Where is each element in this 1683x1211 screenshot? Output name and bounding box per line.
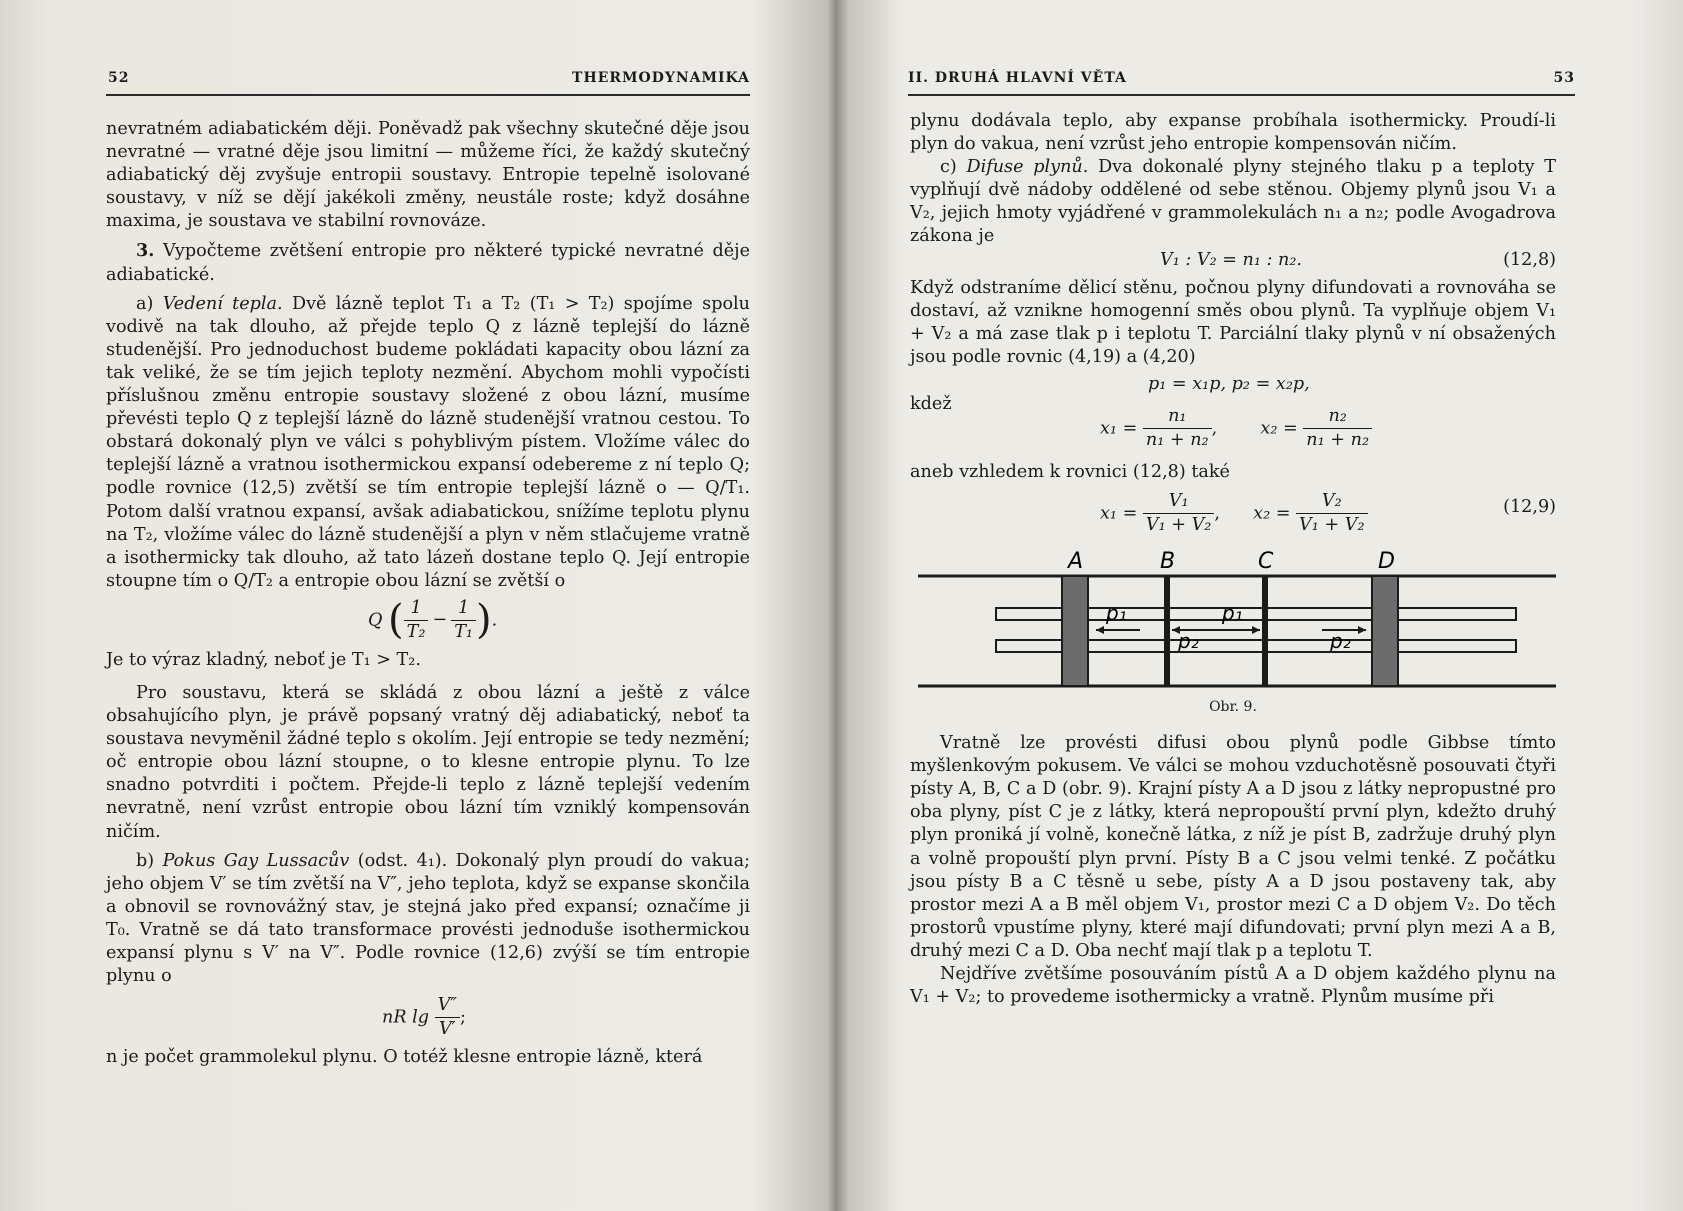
- header-rule: [908, 94, 1575, 96]
- right-text-block: [910, 110, 1556, 1009]
- piston-a: [1062, 576, 1088, 686]
- arrow-label-p2: p₂: [1330, 629, 1351, 654]
- formula-gas-entropy: nR lg $\frac{V''}{V'}$ ;: [382, 995, 466, 1040]
- positive-sentence: Je to výraz kladný, neboť je T₁ > T₂.: [106, 649, 421, 670]
- left-page: [0, 0, 836, 1211]
- running-head: THERMODYNAMIKA: [572, 70, 750, 86]
- page-number: 52: [108, 70, 130, 86]
- piston-b: [1164, 576, 1170, 686]
- equation-12-9: x₁ = $\frac{\text{V₁}}{\text{V₁ + V₂}}$ , x₂ = $\frac{\text{V₂}}{\text{V₁ + V₂}}$ (12,9): [1100, 491, 1556, 536]
- item-c: c) Difuse plynů. Dva dokonalé plyny stejného tlaku p a teploty T vyplňují dvě nádoby oddělené od sebe stěnou. Objemy plynů jsou V₁ a V₂, jejich hmoty vyjádřené v grammolekulách n₁ a n₂; podle Avogadrova zákona je: [910, 157, 1557, 247]
- paragraph: Když odstraníme dělicí stěnu, počnou plyny difundovati a rovnováha se dostaví, až vznikne homogenní směs obou plynů. Ta vyplňuje objem V₁ + V₂ a má zase tlak p i teplotu T. Parciální tlaky plynů v ní obsažených jsou podle rovnic (4,19) a (4,20): [910, 277, 1556, 367]
- final-line: n je počet grammolekul plynu. O totéž klesne entropie lázně, která: [106, 1047, 703, 1068]
- piston-d: [1372, 576, 1398, 686]
- item-a: a) Vedení tepla. Dvě lázně teplot T₁ a T₂ (T₁ > T₂) spojíme spolu vodivě na tak dlouho, až přejde teplo Q z lázně teplejší do lázně studenější. Pro jednoduchost budeme pokládati kapacity obou lázní za tak veliké, že se tím jejich teploty nezmění. Abychom mohli vypočísti příslušnou změnu entropie soustavy složené z obou lázní, musíme převésti teplo Q z teplejší lázně do lázně studenější vratnou cestou. To obstará dokonalý plyn ve válci s pohyblivým pístem. Vložíme válec do teplejší lázně a vratnou isothermickou expansí odebereme z ní teplo Q; podle rovnice (12,5) zvětší se tím entropie teplejší lázně o — Q/T₁. Potom další vratnou expansí, avšak adiabatickou, snížíme teplotu plynu na T₂, vložíme válec do lázně studenější a plyn v něm stlačujeme vratně a isothermicky tak dlouho, až tato lázeň dostane teplo Q. Její entropie stoupne tím o Q/T₂ a entropie obou lázní se zvětší o: [106, 293, 751, 591]
- page-number: 53: [1553, 70, 1575, 86]
- right-page: [836, 0, 1683, 1211]
- paragraph: Vratně lze provésti difusi obou plynů podle Gibbse tímto myšlenkovým pokusem. Ve válci se mohou vzduchotěsně posouvati čtyři písty A, B, C a D (obr. 9). Krajní písty A a D jsou z látky nepropustné pro oba plyny, píst C je z látky, která nepropouští první plyn, kdežto druhý plyn proniká jí volně, konečně látka, z níž je píst B, zadržuje druhý plyn a volně propouští plyn první. Písty B a C jsou velmi tenké. Z počátku jsou písty B a C těsně u sebe, písty A a D jsou postaveny tak, aby prostor mezi A a B měl objem V₁, prostor mezi C a D objem V₂. Do těch prostorů vpustíme plyny, které mají difundovati; první plyn mezi A a B, druhý mezi C a D. Oba nechť mají tlak p a teplotu T.: [910, 733, 1556, 961]
- pistons-diagram: [910, 546, 1556, 696]
- paragraph: nevratném adiabatickém ději. Poněvadž pak všechny skutečné děje jsou nevratné — vratné děje jsou limitní — můžeme říci, že každý skutečný adiabatický děj zvyšuje entropii soustavy. Entropie tepelně isolované soustavy, v níž se dějí jakékoli změny, neustále roste; když dosáhne maxima, je soustava ve stabilní rovnováze.: [106, 119, 750, 232]
- running-head: II. DRUHÁ HLAVNÍ VĚTA: [908, 70, 1127, 86]
- left-text-block: [106, 118, 750, 1069]
- formula-entropy-change: Q ( $\frac{1}{\text{T₂}}$ − $\frac{1}{\text{T₁}}$ ).: [368, 596, 498, 643]
- section-3: 3. Vypočteme zvětšení entropie pro některé typické nevratné děje adiabatické.: [106, 240, 750, 285]
- label-d: D: [1378, 549, 1395, 575]
- label-c: C: [1258, 549, 1274, 575]
- arrow-label-p2: p₂: [1178, 629, 1199, 654]
- equation-mole-fractions: kdež x₁ = $\frac{\text{n₁}}{\text{n₁ + n₂}}$ , x₂ = $\frac{\text{n₂}}{\text{n₁ + n₂}}$: [910, 399, 1556, 461]
- equation-12-8: V₁ : V₂ = n₁ : n₂. (12,8): [1160, 249, 1556, 270]
- paragraph: Pro soustavu, která se skládá z obou lázní a ještě z válce obsahujícího plyn, je právě popsaný vratný děj adiabatický, neboť ta soustava nevyměnil žádné teplo s okolím. Její entropie se tedy nezmění; oč entropie obou lázní stoupne, o to klesne entropie plynu. To lze snadno potvrditi i počtem. Přejde-li teplo z lázně teplejší vedením nevratně, není vzrůst entropie obou lázní tím vzniklý kompensován ničím.: [106, 682, 750, 842]
- figure-caption: Obr. 9.: [1209, 699, 1257, 716]
- piston-c: [1262, 576, 1268, 686]
- label-b: B: [1160, 549, 1176, 575]
- label-a: A: [1068, 549, 1084, 575]
- item-b: b) Pokus Gay Lussacův (odst. 4₁). Dokonalý plyn proudí do vakua; jeho objem V′ se tím zvětší na V″, jeho teplota, když se expanse skončila a obnovil se rovnovážný stav, je stejná jako před expansí; označíme ji T₀. Vratně se dá tato transformace provésti jednoduše isothermickou expansí plynu s V′ na V″. Podle rovnice (12,6) zvýší se tím entropie plynu o: [106, 850, 751, 987]
- arrow-label-p1: p₁: [1106, 601, 1127, 626]
- paragraph: plynu dodávala teplo, aby expanse probíhala isothermicky. Proudí-li plyn do vakua, není vzrůst jeho entropie kompensován ničím.: [910, 111, 1556, 155]
- arrow-label-p1: p₁: [1222, 601, 1243, 626]
- paragraph: aneb vzhledem k rovnici (12,8) také: [910, 461, 1230, 482]
- figure-gibbs-pistons: [910, 546, 1556, 724]
- paragraph: Nejdříve zvětšíme posouváním pístů A a D objem každého plynu na V₁ + V₂; to provedeme isothermicky a vratně. Plynům musíme při: [910, 963, 1556, 1008]
- equation-partial-pressures: p₁ = x₁p, p₂ = x₂p,: [1148, 373, 1310, 394]
- header-rule: [106, 94, 750, 96]
